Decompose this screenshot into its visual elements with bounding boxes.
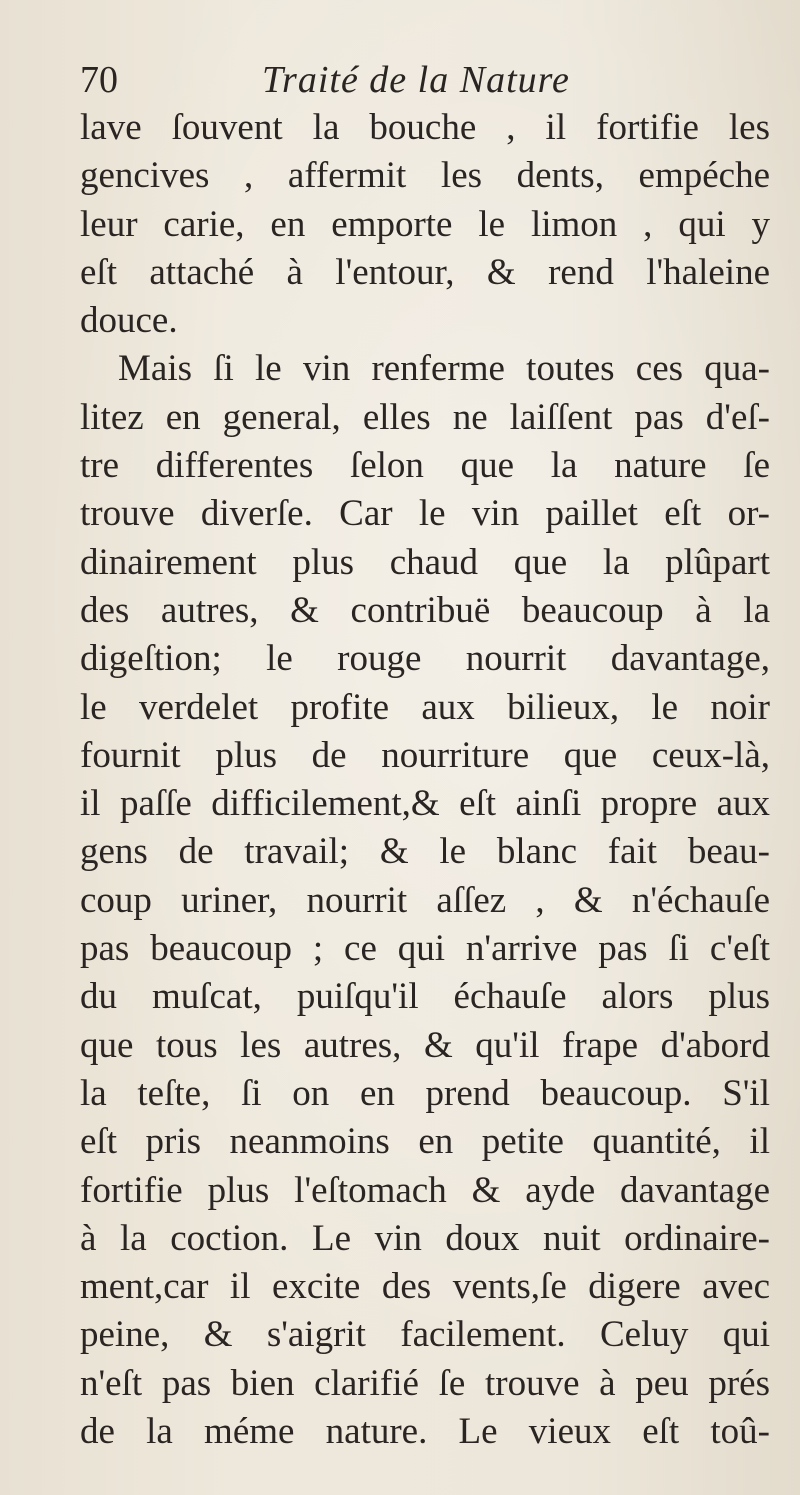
text-line: dinairement plus chaud que la plûpart — [80, 541, 770, 583]
text-line: fournit plus de nourriture que ceux-là, — [80, 734, 770, 776]
text-line: que tous les autres, & qu'il frape d'abord — [80, 1024, 770, 1066]
text-line: litez en general, elles ne laiſſent pas d'eſ- — [80, 396, 770, 438]
text-line: ment,car il excite des vents,ſe digere avec — [80, 1266, 770, 1308]
text-line: pas beaucoup ; ce qui n'arrive pas ſi c'eſt — [80, 928, 770, 970]
text-line: eſt attaché à l'entour, & rend l'haleine — [80, 251, 770, 293]
text-line: tre differentes ſelon que la nature ſe — [80, 445, 770, 487]
text-line: leur carie, en emporte le limon , qui y — [80, 203, 770, 245]
text-line: Mais ſi le vin renferme toutes ces qua- — [118, 348, 770, 390]
text-line: la teſte, ſi on en prend beaucoup. S'il — [80, 1072, 770, 1114]
text-line: fortifie plus l'eſtomach & ayde davantage — [80, 1169, 770, 1211]
text-line: douce. — [80, 300, 178, 342]
text-line: n'eſt pas bien clarifié ſe trouve à peu prés — [80, 1362, 770, 1404]
page-header — [80, 55, 760, 105]
text-line: lave ſouvent la bouche , il fortifie les — [80, 107, 770, 148]
text-line: peine, & s'aigrit facilement. Celuy qui — [80, 1314, 770, 1356]
text-line: du muſcat, puiſqu'il échauſe alors plus — [80, 976, 770, 1018]
text-line: le verdelet profite aux bilieux, le noir — [80, 686, 770, 728]
text-line: eſt pris neanmoins en petite quantité, il — [80, 1121, 770, 1163]
text-line: trouve diverſe. Car le vin paillet eſt or- — [80, 493, 770, 535]
body-text — [80, 104, 770, 1456]
text-line: coup uriner, nourrit aſſez , & n'échauſe — [80, 879, 770, 921]
text-line: à la coction. Le vin doux nuit ordinaire- — [80, 1217, 770, 1259]
text-line: de la méme nature. Le vieux eſt toû- — [80, 1411, 770, 1453]
running-head: Traité de la Nature — [262, 59, 570, 101]
text-line: il paſſe difficilement,& eſt ainſi propre aux — [80, 783, 770, 825]
text-line: gens de travail; & le blanc fait beau- — [80, 831, 770, 873]
text-line: gencives , affermit les dents, empéche — [80, 155, 770, 197]
page-number: 70 — [80, 59, 118, 101]
text-line: des autres, & contribuë beaucoup à la — [80, 589, 770, 631]
text-line: digeſtion; le rouge nourrit davantage, — [80, 638, 770, 680]
